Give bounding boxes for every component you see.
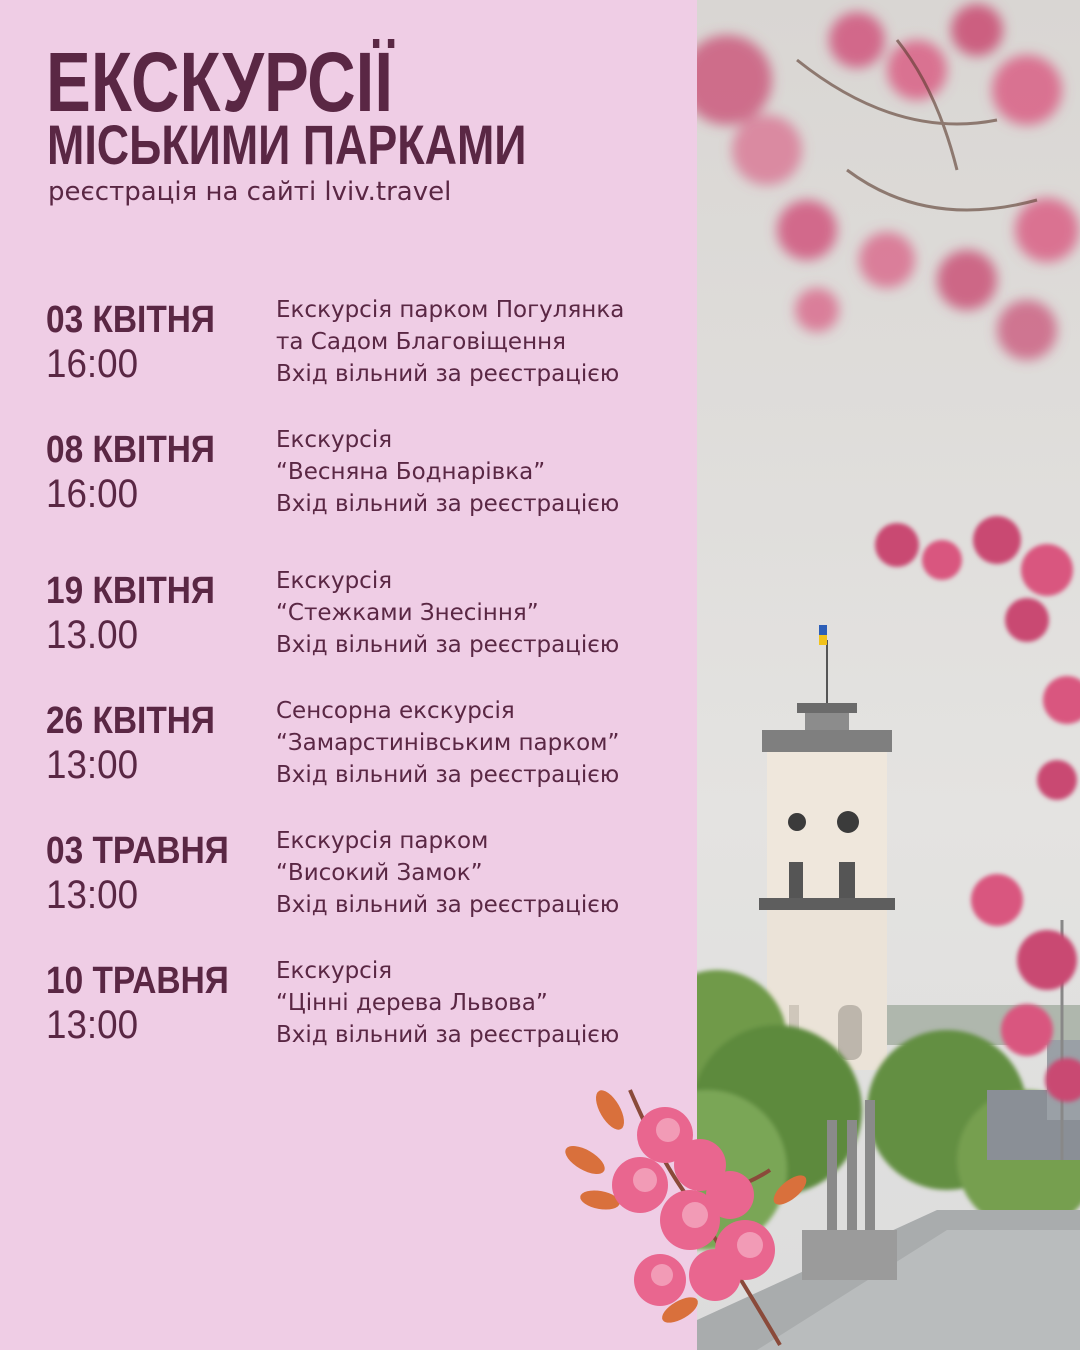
event-title-line: “Замарстинівським парком” [276,730,620,756]
event-title-line: “Високий Замок” [276,860,483,886]
event-title-line: та Садом Благовіщення [276,329,566,355]
event-date: 19 КВІТНЯ [46,570,215,612]
event-title-line: Екскурсія [276,427,393,453]
event-title-line: Екскурсія парком Погулянка [276,297,625,323]
event-item [0,825,697,935]
event-time: 13:00 [46,873,139,917]
event-title-line: “Цінні дерева Львова” [276,990,548,1016]
event-time: 16:00 [46,342,139,386]
event-title-line: Екскурсія [276,568,393,594]
event-date: 03 КВІТНЯ [46,299,215,341]
event-description [276,294,624,390]
sakura-branch-icon [540,1070,840,1350]
event-item [0,294,697,404]
event-date: 03 ТРАВНЯ [46,830,229,872]
event-date: 10 ТРАВНЯ [46,960,229,1002]
event-item [0,424,697,534]
event-time: 13:00 [46,743,139,787]
event-description [276,695,619,791]
page-title-secondary: МІСЬКИМИ ПАРКАМИ [47,113,527,176]
event-item [0,695,697,805]
event-date: 26 КВІТНЯ [46,700,215,742]
event-time: 13:00 [46,1003,139,1047]
event-entry-note: Вхід вільний за реєстрацією [276,632,620,658]
event-time: 13.00 [46,613,139,657]
event-title-line: Екскурсія [276,958,393,984]
event-time: 16:00 [46,472,139,516]
event-description [276,424,619,520]
registration-note: реєстрація на сайті lviv.travel [48,177,452,207]
event-title-line: Екскурсія парком [276,828,489,854]
event-description [276,955,619,1051]
event-entry-note: Вхід вільний за реєстрацією [276,1022,620,1048]
event-title-line: “Стежками Знесіння” [276,600,539,626]
event-item [0,955,697,1065]
event-item [0,565,697,675]
event-date: 08 КВІТНЯ [46,429,215,471]
event-entry-note: Вхід вільний за реєстрацією [276,762,620,788]
event-title-line: “Весняна Боднарівка” [276,459,546,485]
event-entry-note: Вхід вільний за реєстрацією [276,491,620,517]
event-description [276,825,619,921]
event-entry-note: Вхід вільний за реєстрацією [276,361,620,387]
event-entry-note: Вхід вільний за реєстрацією [276,892,620,918]
event-title-line: Сенсорна екскурсія [276,698,515,724]
page-title: ЕКСКУРСІЇ [46,35,393,129]
event-description [276,565,619,661]
